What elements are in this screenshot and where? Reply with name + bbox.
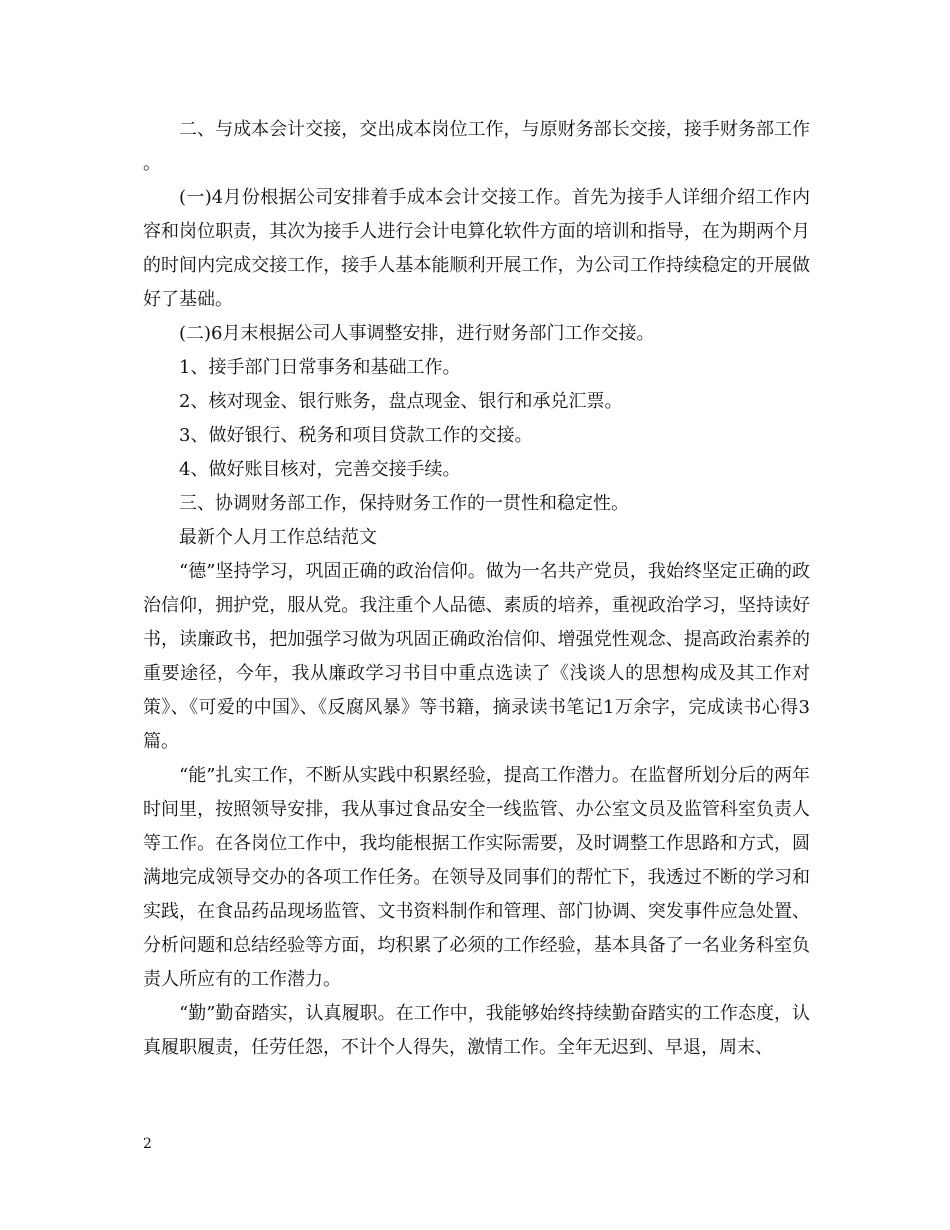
document-body [143,113,810,1065]
paragraph-april-handover: (一)4月份根据公司安排着手成本会计交接工作。首先为接手人详细介绍工作内容和岗位职责，其次为接手人进行会计电算化软件方面的培训和指导，在为期两个月的时间内完成交接工作，接手人基本能顺利开展工作，为公司工作持续稳定的开展做好了基础。 [143,187,810,310]
list-item-bank-tax-loan: 3、做好银行、税务和项目贷款工作的交接。 [179,425,533,446]
list-item-cash-bank: 2、核对现金、银行账务，盘点现金、银行和承兑汇票。 [179,391,623,412]
page-number: 2 [143,1136,152,1152]
paragraph-coordinate-finance: 三、协调财务部工作，保持财务工作的一贯性和稳定性。 [179,493,629,514]
paragraph-handover-cost-accounting: 二、与成本会计交接，交出成本岗位工作，与原财务部长交接，接手财务部工作 。 [143,119,810,174]
list-item-daily-affairs: 1、接手部门日常事务和基础工作。 [179,357,461,378]
paragraph-neng: “能”扎实工作，不断从实践中积累经验，提高工作潜力。在监督所划分后的两年时间里，按照领导安排，我从事过食品安全一线监管、办公室文员及监管科室负责人等工作。在各岗位工作中，我均能根据工作实际需要，及时调整工作思路和方式，圆满地完成领导交办的各项工作任务。在领导及同事们的帮忙下，我透过不断的学习和实践，在食品药品现场监管、文书资料制作和管理、部门协调、突发事件应急处置、分析问题和总结经验等方面，均积累了必须的工作经验，基本具备了一名业务科室负责人所应有的工作潜力。 [143,765,810,990]
list-item-account-check: 4、做好账目核对，完善交接手续。 [179,459,461,480]
paragraph-de: “德”坚持学习，巩固正确的政治信仰。做为一名共产党员，我始终坚定正确的政治信仰，拥护党，服从党。我注重个人品德、素质的培养，重视政治学习，坚持读好书，读廉政书，把加强学习做为巩固正确政治信仰、增强党性观念、提高政治素养的重要途径，今年，我从廉政学习书目中重点选读了《浅谈人的思想构成及其工作对策》、《可爱的中国》、《反腐风暴》等书籍，摘录读书笔记1万余字，完成读书心得3篇。 [143,561,810,752]
paragraph-june-handover: (二)6月末根据公司人事调整安排，进行财务部门工作交接。 [179,323,655,344]
paragraph-qin: “勤”勤奋踏实，认真履职。在工作中，我能够始终持续勤奋踏实的工作态度，认真履职履责，任劳任怨，不计个人得失，激情工作。全年无迟到、早退，周末、 [143,1003,810,1058]
section-title: 最新个人月工作总结范文 [179,527,377,548]
